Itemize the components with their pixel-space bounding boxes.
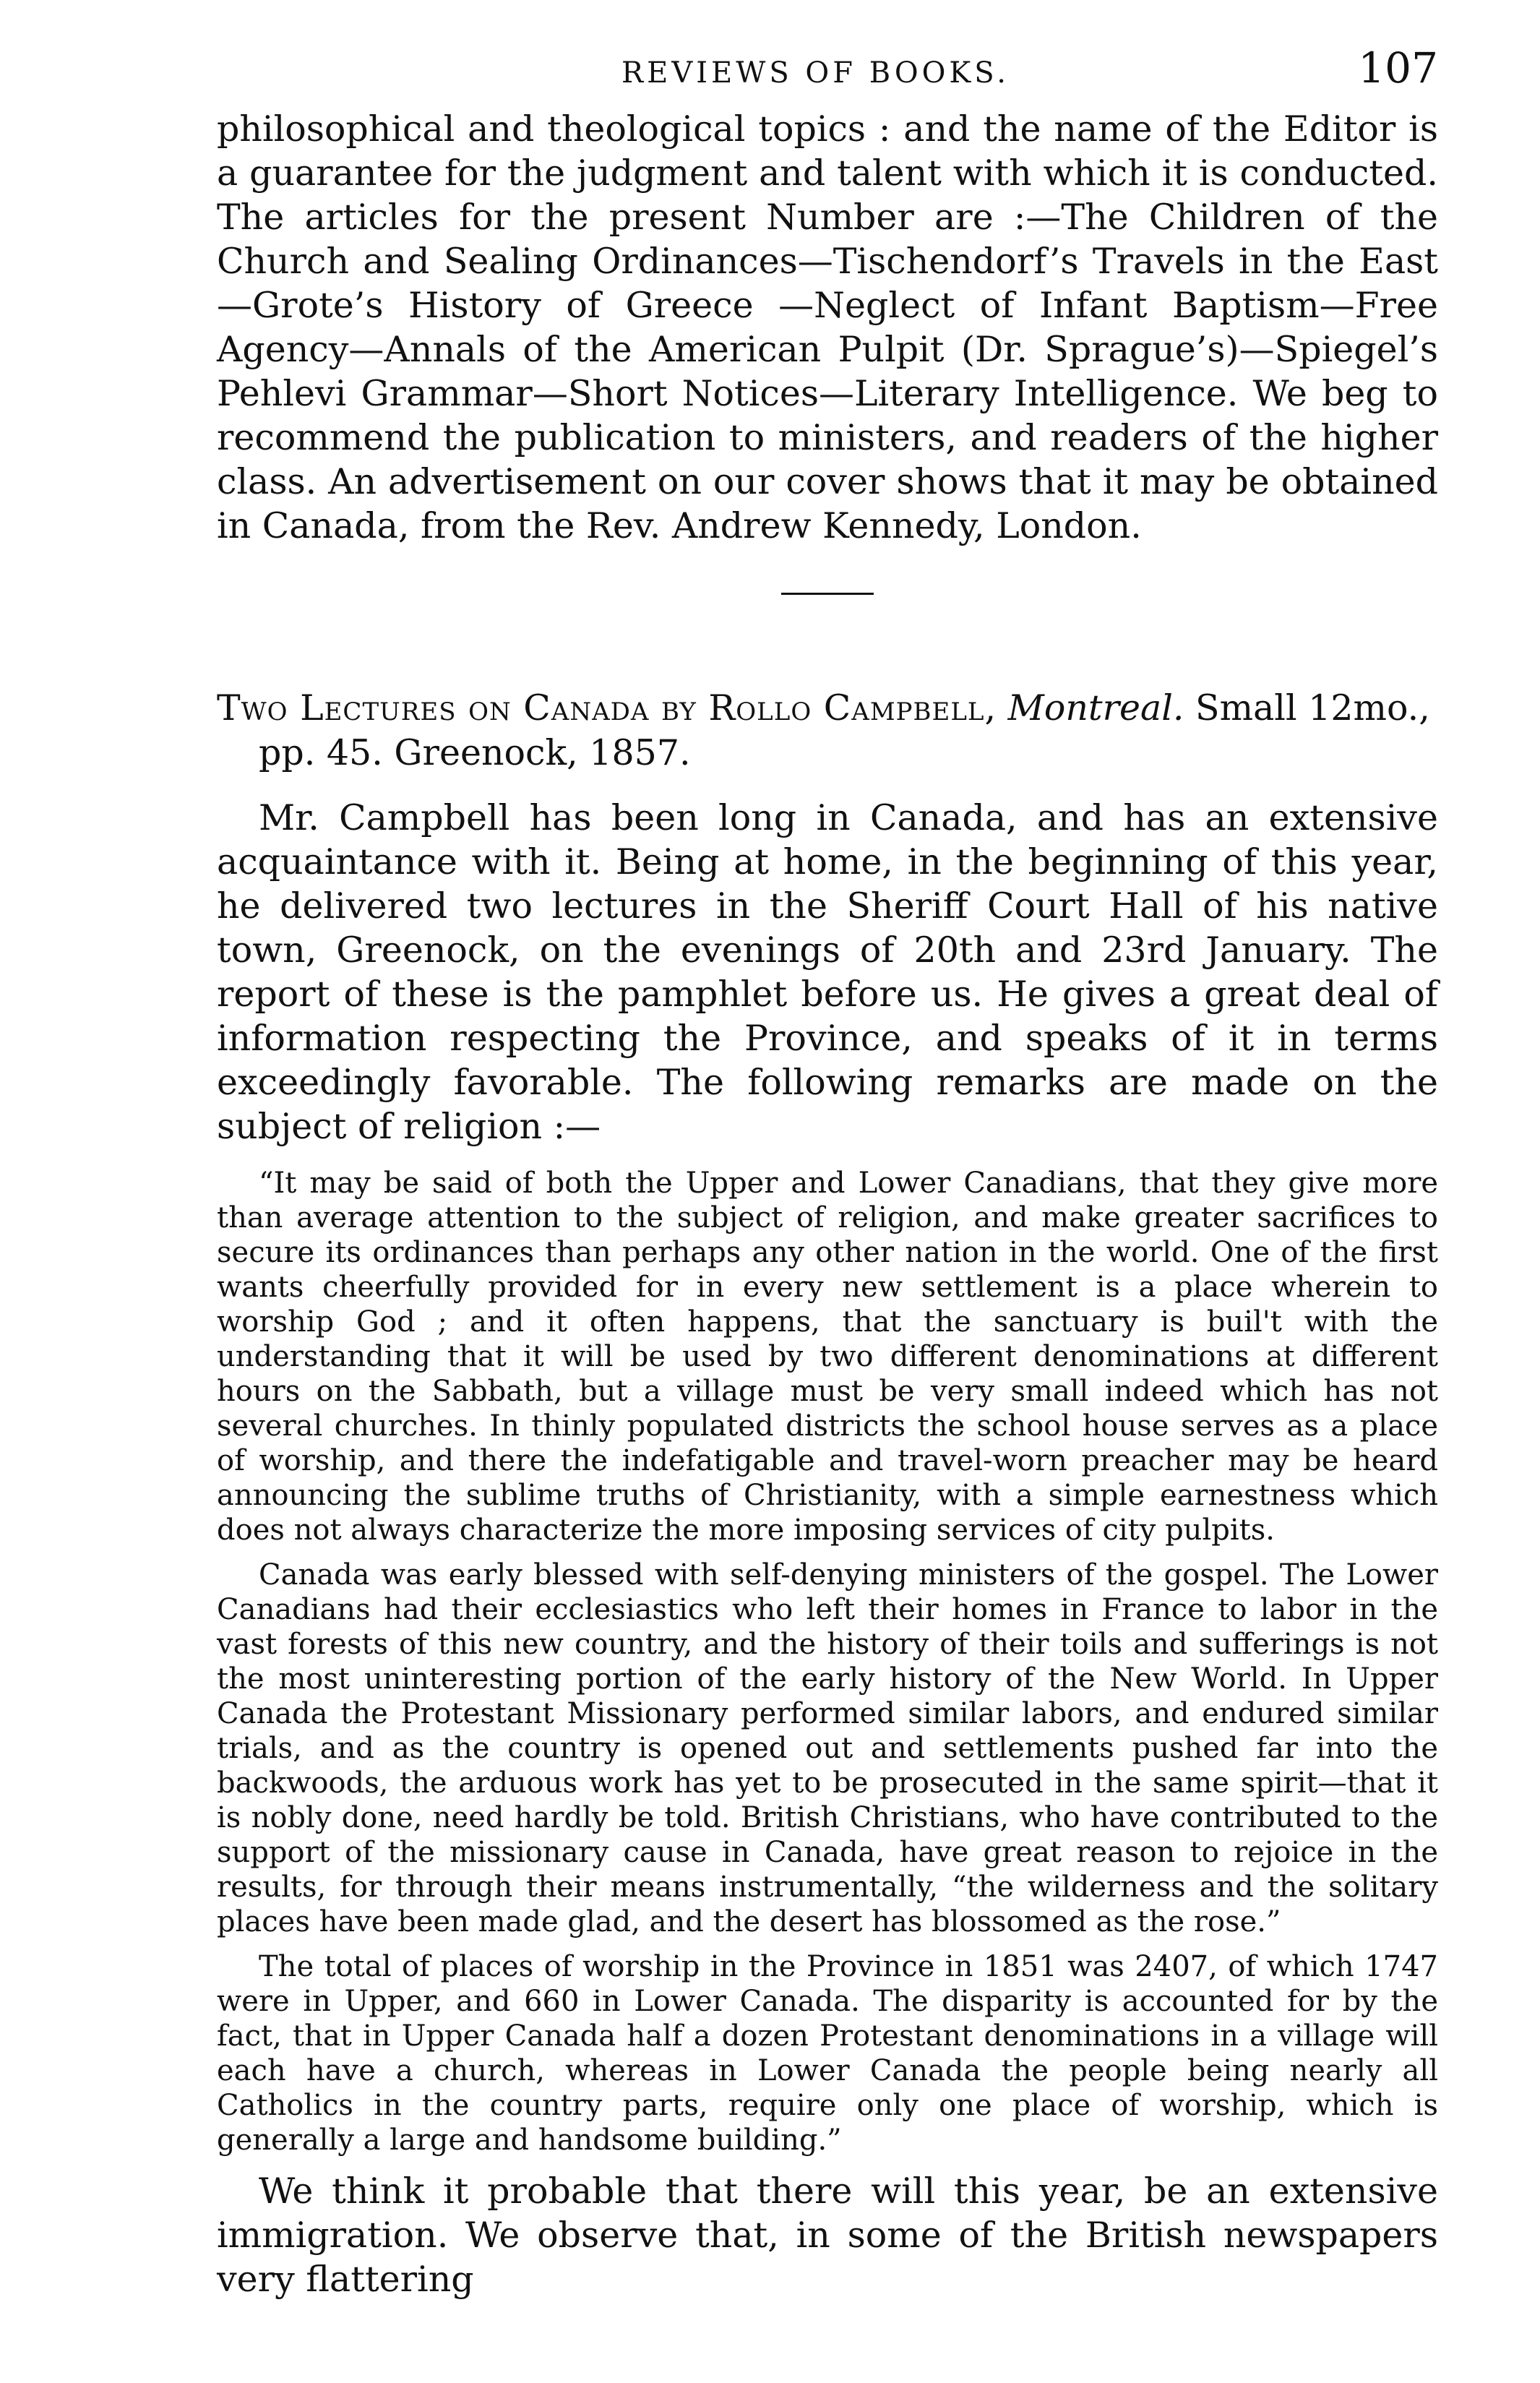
section-divider bbox=[781, 593, 874, 595]
intro-paragraph: philosophical and theological topics : and the name of the Editor is a guarantee for the judgment and talent with which it is conducted. The articles for the present Number are :—The Children of the Church and Sealing Ordinances—Tischendorf’s Travels in the East—Grote’s History of Greece —Neglect of Infant Baptism—Free Agency—Annals of the American Pulpit (Dr. Sprague’s)—Spiegel’s Pehlevi Grammar—Short Notices—Literary Intelligence. We beg to recommend the publication to ministers, and readers of the higher class. An advertisement on our cover shows that it may be obtained in Canada, from the Rev. Andrew Kennedy, London. bbox=[217, 108, 1438, 546]
review-paragraph: Mr. Campbell has been long in Canada, and has an extensive acquaintance with it. Being at home, in the beginning of this year, he delivered two lectures in the Sheriff Court Hall of his native town, Greenock, on the evenings of 20th and 23rd January. The report of these is the pamphlet before us. He gives a great deal of information respecting the Province, and speaks of it in terms exceedingly favorable. The following remarks are made on the subject of religion :— bbox=[217, 797, 1438, 1147]
page bbox=[217, 43, 1438, 2301]
quote-paragraph: Canada was early blessed with self-denying ministers of the gospel. The Lower Canadians had their ecclesiastics who left their homes in France to labor in the vast forests of this new country, and the history of their toils and sufferings is not the most uninteresting portion of the early history of the New World. In Upper Canada the Protestant Missionary performed similar labors, and endured similar trials, and as the country is opened out and settlements pushed far into the backwoods, the arduous work has yet to be prosecuted in the same spirit—that it is nobly done, need hardly be told. British Christians, who have contributed to the support of the missionary cause in Canada, have great reason to rejoice in the results, for through their means instrumentally, “the wilderness and the solitary places have been made glad, and the desert has blossomed as the rose.” bbox=[217, 1558, 1438, 1938]
book-heading bbox=[217, 686, 1438, 776]
running-title: REVIEWS OF BOOKS. bbox=[621, 56, 1010, 90]
quote-paragraph: The total of places of worship in the Province in 1851 was 2407, of which 1747 were in Upper, and 660 in Lower Canada. The disparity is accounted for by the fact, that in Upper Canada half a dozen Protestant denominations in a village will each have a church, whereas in Lower Canada the people being nearly all Catholics in the country parts, require only one place of worship, which is generally a large and handsome building.” bbox=[217, 1950, 1438, 2157]
book-place: Montreal. bbox=[1007, 687, 1184, 729]
book-details: Small 12mo., pp. 45. Greenock, 1857. bbox=[259, 687, 1430, 773]
quote-paragraph: “It may be said of both the Upper and Lower Canadians, that they give more than average attention to the subject of religion, and make greater sacrifices to secure its ordinances than perhaps any other nation in the world. One of the first wants cheerfully provided for in every new settlement is a place wherein to worship God ; and it often happens, that the sanctuary is buil't with the understanding that it will be used by two different denominations at different hours on the Sabbath, but a village must be very small indeed which has not several churches. In thinly populated districts the school house serves as a place of worship, and there the indefatigable and travel-worn preacher may be heard announcing the sublime truths of Christianity, with a simple earnestness which does not always characterize the more imposing services of city pulpits. bbox=[217, 1167, 1438, 1547]
running-head bbox=[217, 43, 1438, 101]
book-title: Two Lectures on Canada by Rollo Campbell, bbox=[217, 687, 997, 729]
page-number: 107 bbox=[1358, 43, 1438, 93]
closing-paragraph: We think it probable that there will this year, be an extensive immigration. We observe that, in some of the British newspapers very flattering bbox=[217, 2171, 1438, 2300]
